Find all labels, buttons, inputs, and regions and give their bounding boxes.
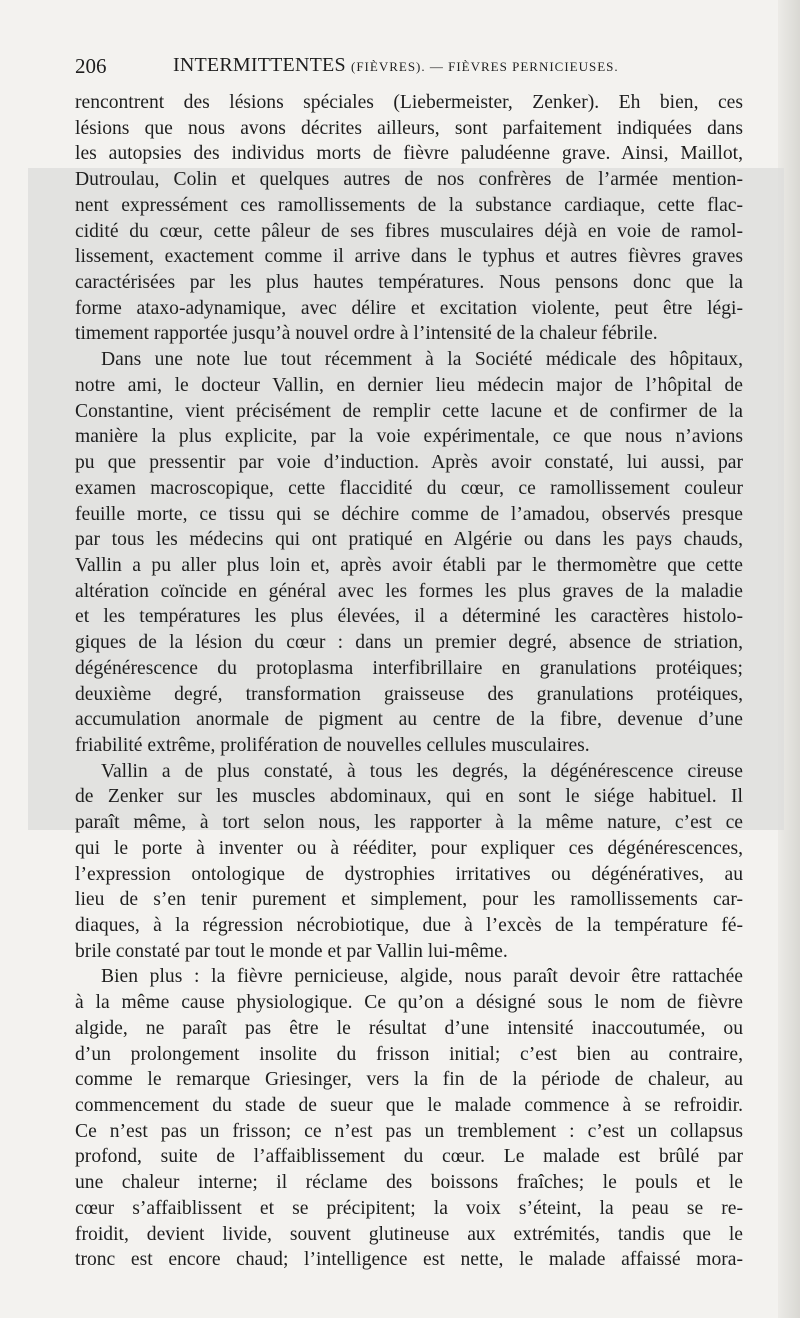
text-line: profond, suite de l’affaiblissement du cœur. Le malade est brûlé par [75, 1146, 743, 1168]
text-line: deuxième degré, transformation graisseuse des granulations protéiques, [75, 683, 743, 705]
text-line: paraît même, à tort selon nous, les rapporter à la même nature, c’est ce [75, 812, 743, 834]
body-text [75, 90, 743, 1273]
paragraph-start-line: Dans une note lue tout récemment à la Société médicale des hôpitaux, [101, 349, 743, 371]
text-line: diaques, à la régression nécrobiotique, due à l’excès de la température fé- [75, 915, 743, 936]
text-line: notre ami, le docteur Vallin, en dernier lieu médecin major de l’hôpital de [75, 374, 743, 396]
text-line: l’expression ontologique de dystrophies irritatives ou dégénératives, au [75, 863, 743, 885]
text-line: lissement, exactement comme il arrive dans le typhus et autres fièvres graves [75, 246, 743, 268]
text-line: cidité du cœur, cette pâleur de ses fibres musculaires déjà en voie de ramol- [75, 220, 743, 242]
text-line: qui le porte à inventer ou à rééditer, pour expliquer ces dégénérescences, [75, 837, 743, 859]
text-line: algide, ne paraît pas être le résultat d’une intensité inaccoutumée, ou [75, 1017, 743, 1039]
text-line: tronc est encore chaud; l’intelligence est nette, le malade affaissé mora- [75, 1249, 743, 1271]
text-line: cœur s’affaiblissent et se précipitent; la voix s’éteint, la peau se re- [75, 1197, 743, 1219]
text-line: d’un prolongement insolite du frisson initial; c’est bien au contraire, [75, 1043, 743, 1065]
paragraph-start-line: Vallin a de plus constaté, à tous les degrés, la dégénérescence cireuse [101, 760, 743, 782]
text-line: par tous les médecins qui ont pratiqué en Algérie ou dans les pays chauds, [75, 529, 743, 551]
text-line: lésions que nous avons décrites ailleurs, sont parfaitement indiquées dans [75, 117, 743, 139]
text-line: altération coïncide en général avec les formes les plus graves de la maladie [75, 580, 743, 602]
running-title-main: INTERMITTENTES [173, 54, 346, 76]
text-line: friabilité extrême, prolifération de nouvelles cellules musculaires. [75, 734, 590, 756]
text-line: de Zenker sur les muscles abdominaux, qui en sont le siége habituel. Il [75, 786, 743, 808]
text-line: Constantine, vient précisément de remplir cette lacune et de confirmer de la [75, 400, 743, 422]
text-line: nent expressément ces ramollissements de la substance cardiaque, cette flac- [75, 194, 743, 216]
text-line: une chaleur interne; il réclame des boissons fraîches; le pouls et le [75, 1172, 743, 1194]
running-title-sub: (FIÈVRES). — FIÈVRES PERNICIEUSES. [350, 59, 619, 74]
text-line: accumulation anormale de pigment au centre de la fibre, devenue d’une [75, 709, 743, 731]
running-header [75, 54, 743, 84]
text-line: et les températures les plus élevées, il a déterminé les caractères histolo- [75, 606, 743, 628]
text-line: feuille morte, ce tissu qui se déchire comme de l’amadou, observés presque [75, 503, 743, 525]
text-line: lieu de s’en tenir purement et simplement, pour les ramollissements car- [75, 889, 743, 911]
text-line: commencement du stade de sueur que le malade commence à se refroidir. [75, 1095, 743, 1117]
text-line: timement rapportée jusqu’à nouvel ordre à l’intensité de la chaleur fébrile. [75, 323, 658, 345]
text-line: comme le remarque Griesinger, vers la fin de la période de chaleur, au [75, 1069, 743, 1091]
text-line: forme ataxo-adynamique, avec délire et excitation violente, peut être légi- [75, 297, 743, 319]
running-title [173, 54, 619, 77]
text-line: caractérisées par les plus hautes températures. Nous pensons donc que la [75, 272, 743, 294]
text-line: Dutroulau, Colin et quelques autres de nos confrères de l’armée mention- [75, 169, 743, 191]
text-line: à la même cause physiologique. Ce qu’on a désigné sous le nom de fièvre [75, 992, 743, 1014]
text-line: rencontrent des lésions spéciales (Liebermeister, Zenker). Eh bien, ces [75, 92, 743, 113]
text-line: giques de la lésion du cœur : dans un premier degré, absence de striation, [75, 632, 743, 654]
text-line: dégénérescence du protoplasma interfibrillaire en granulations protéiques; [75, 657, 743, 679]
text-line: pu que pressentir par voie d’induction. Après avoir constaté, lui aussi, par [75, 452, 743, 474]
text-line: examen macroscopique, cette flaccidité du cœur, ce ramollissement couleur [75, 477, 743, 499]
text-line: froidit, devient livide, souvent glutineuse aux extrémités, tandis que le [75, 1223, 743, 1245]
text-line: les autopsies des individus morts de fièvre paludéenne grave. Ainsi, Maillot, [75, 143, 743, 165]
text-line: brile constaté par tout le monde et par Vallin lui-même. [75, 940, 508, 962]
text-line: manière la plus explicite, par la voie expérimentale, ce que nous n’avions [75, 426, 743, 448]
paragraph-start-line: Bien plus : la fièvre pernicieuse, algide, nous paraît devoir être rattachée [101, 966, 743, 988]
text-line: Vallin a pu aller plus loin et, après avoir établi par le thermomètre que cette [75, 554, 743, 576]
text-line: Ce n’est pas un frisson; ce n’est pas un tremblement : c’est un collapsus [75, 1120, 743, 1142]
page-number: 206 [75, 54, 107, 78]
